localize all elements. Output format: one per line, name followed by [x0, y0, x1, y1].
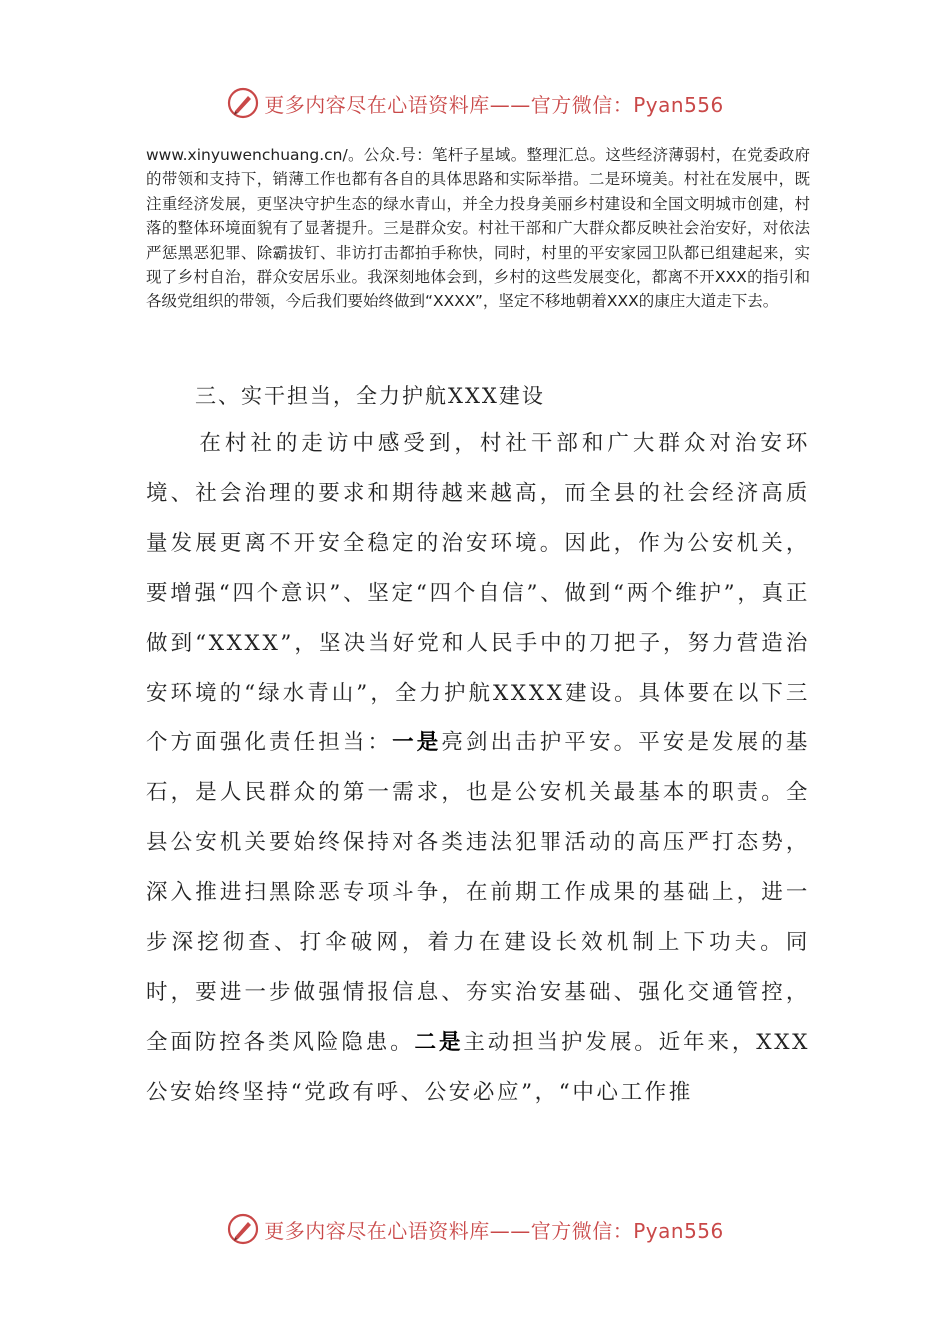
intro-paragraph: www.xinyuwenchuang.cn/。公众.号：笔杆子星域。整理汇总。这些经济薄弱村，在党委政府的带领和支持下，销薄工作也都有各自的具体思路和实际举措。二是环境美。村社在发展中，既注重经济发展，更坚决守护生态的绿水青山，并全力投身美丽乡村建设和全国文明城市创建，村落的整体环境面貌有了显著提升。三是群众安。村社干部和广大群众都反映社会治安好，对依法严惩黑恶犯罪、除霸拔钉、非访打击都拍手称快，同时，村里的平安家园卫队都已组建起来，实现了乡村自治，群众安居乐业。我深刻地体会到，乡村的这些发展变化，都离不开XXX的指引和各级党组织的带领，今后我们要始终做到“XXXX”，坚定不移地朝着XXX的康庄大道走下去。 [146, 146, 810, 311]
bold-marker-2: 二是 [414, 1029, 464, 1055]
pen-logo-icon [226, 86, 260, 120]
body-text-part3: 主动担当护发展。近年来，XXX公安始终坚持“党政有呼、公安必应”，“中心工作推 [146, 1029, 811, 1105]
header-banner [0, 80, 950, 126]
body-paragraph [146, 419, 810, 1118]
banner-text: 更多内容尽在心语资料库——官方微信：Pyan556 [264, 1218, 724, 1243]
body-text-part2: 亮剑出击护平安。平安是发展的基石，是人民群众的第一需求，也是公安机关最基本的职责。全县公安机关要始终保持对各类违法犯罪活动的高压严打态势，深入推进扫黑除恶专项斗争，在前期工作成果的基础上，进一步深挖彻查、打伞破网，着力在建设长效机制上下功夫。同时，要进一步做强情报信息、夯实治安基础、强化交通管控，全面防控各类风险隐患。 [146, 730, 810, 1055]
pen-logo-icon [226, 1212, 260, 1246]
banner-text: 更多内容尽在心语资料库——官方微信：Pyan556 [264, 92, 724, 117]
body-text-part1: 在村社的走访中感受到，村社干部和广大群众对治安环境、社会治理的要求和期待越来越高，而全县的社会经济高质量发展更离不开安全稳定的治安环境。因此，作为公安机关，要增强“四个意识”、坚定“四个自信”、做到“两个维护”，真正做到“XXXX”，坚决当好党和人民手中的刀把子，努力营造治安环境的“绿水青山”，全力护航XXXX建设。具体要在以下三个方面强化责任担当： [146, 431, 810, 756]
bold-marker-1: 一是 [392, 730, 442, 756]
section-heading: 三、实干担当，全力护航XXX建设 [195, 384, 545, 408]
footer-banner [0, 1206, 950, 1252]
